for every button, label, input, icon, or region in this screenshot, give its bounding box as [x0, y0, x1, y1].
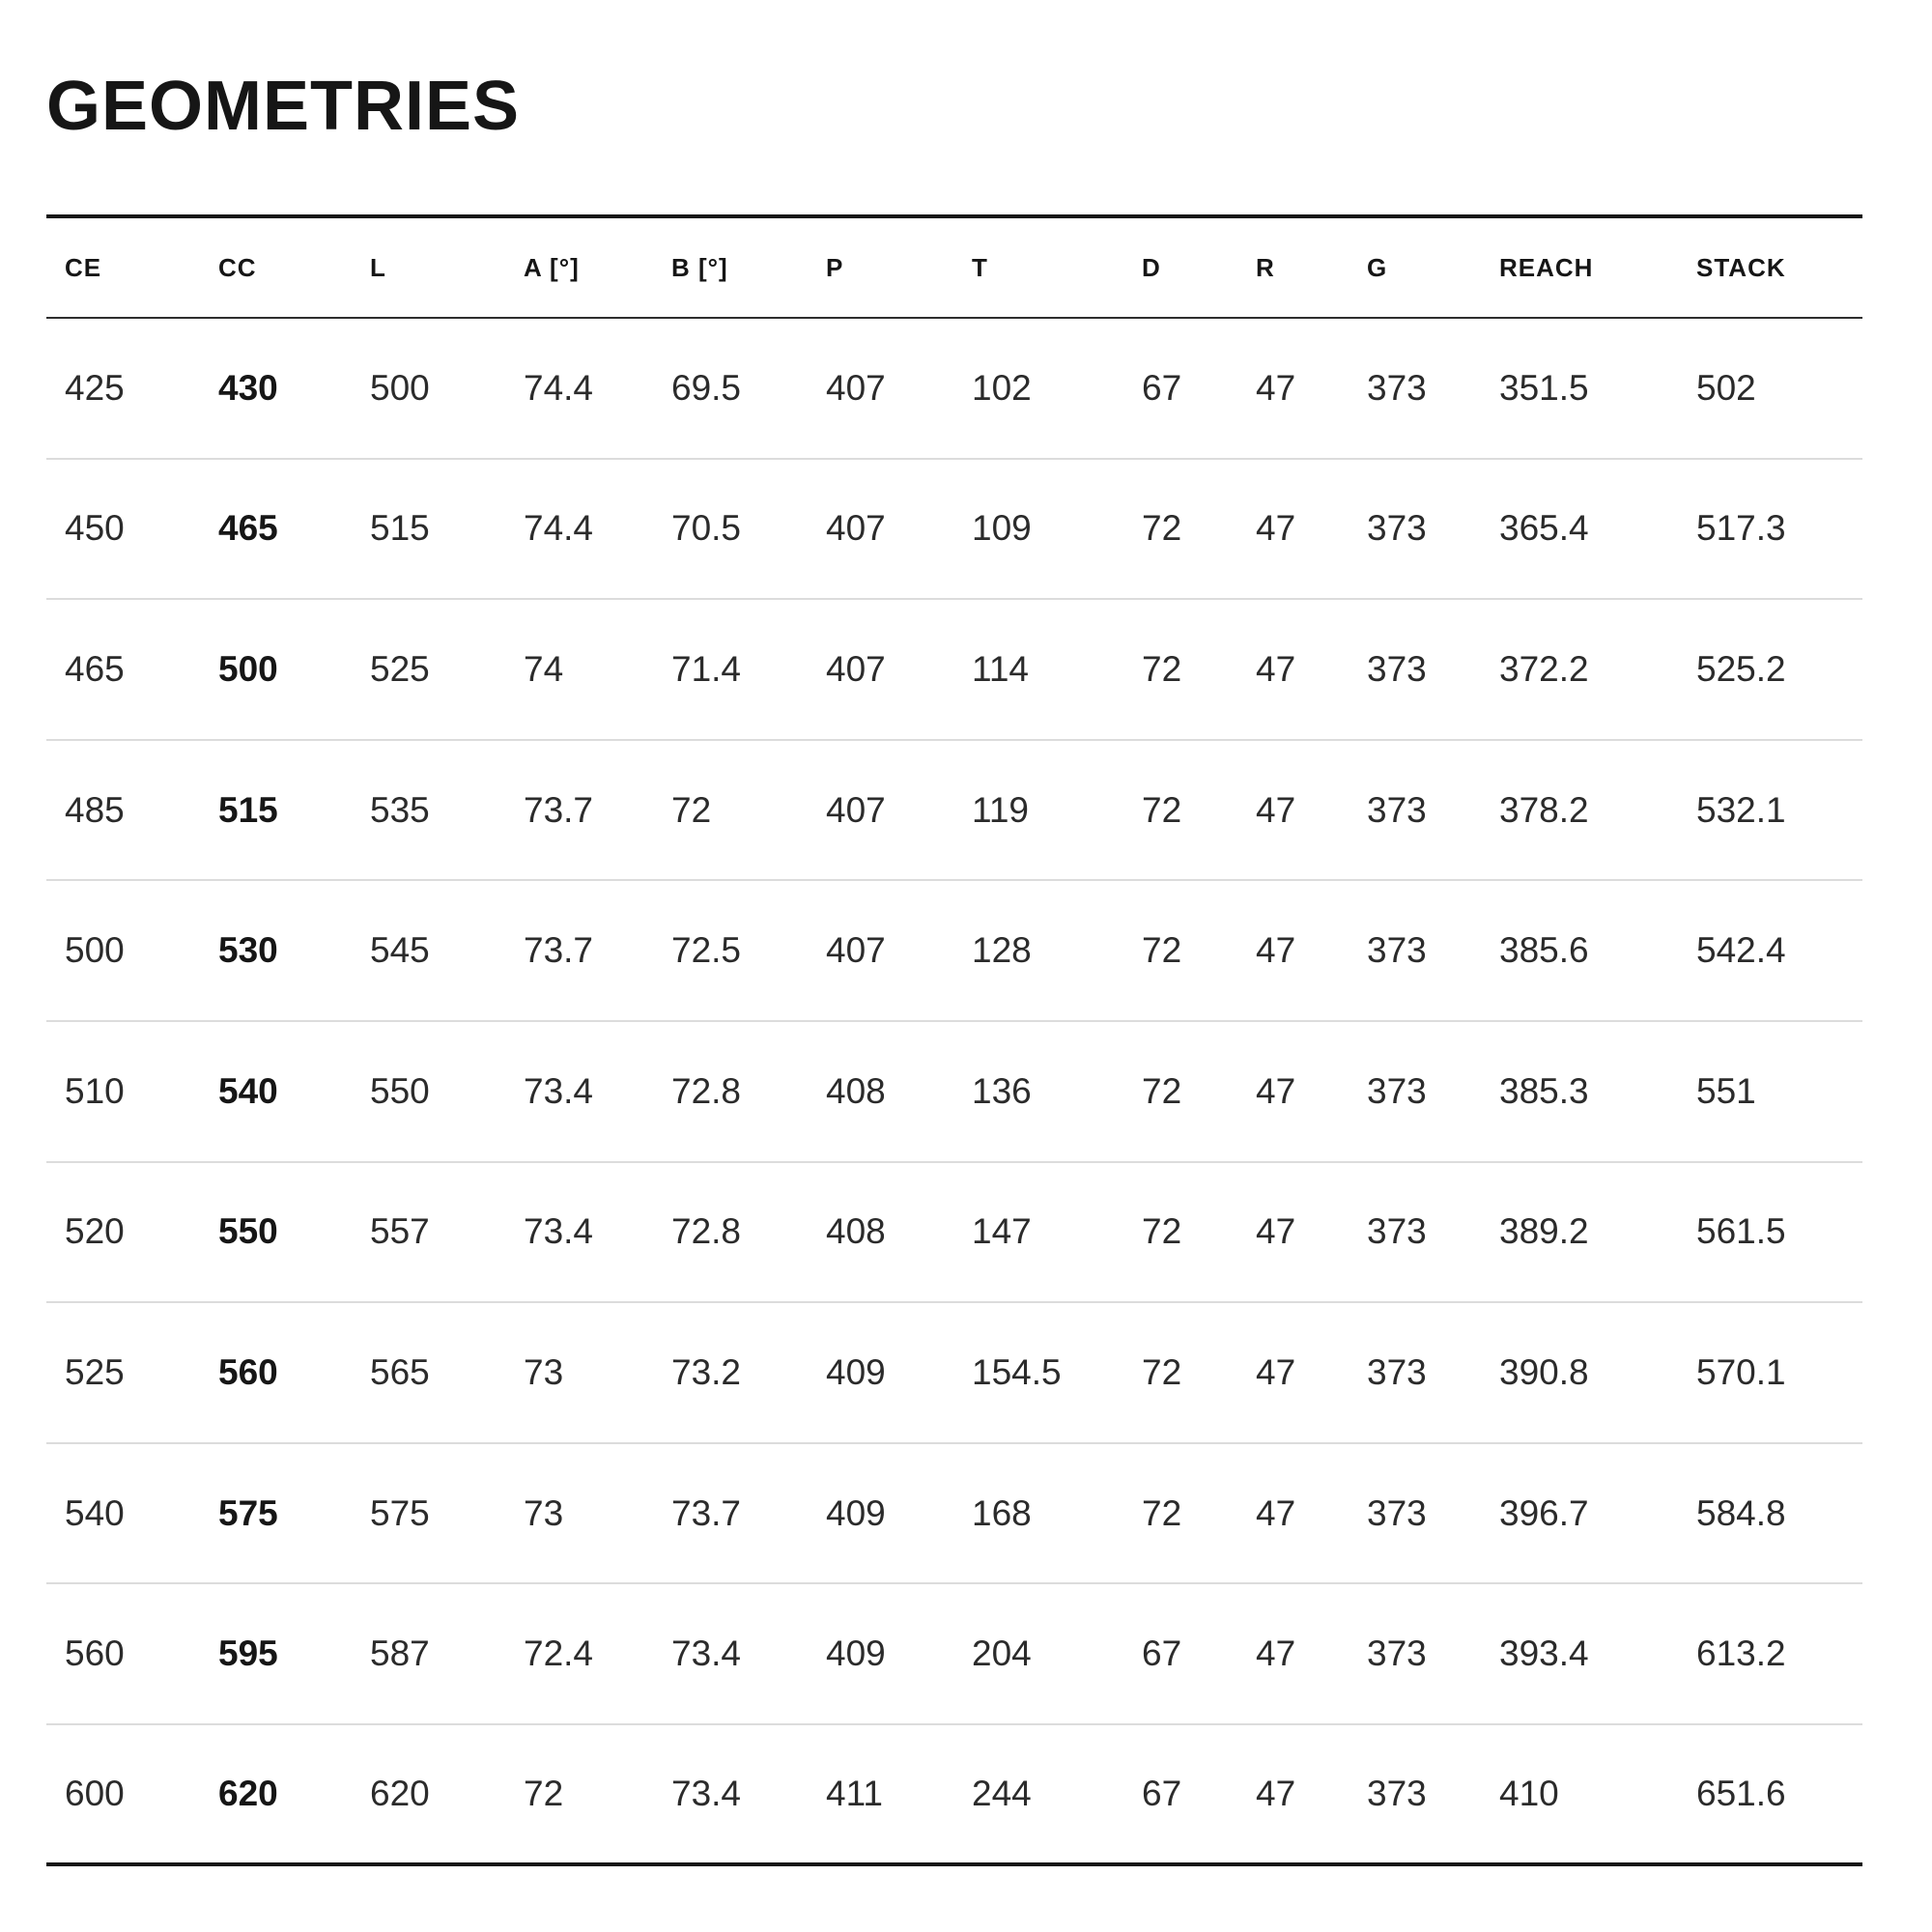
- table-cell: 465: [65, 648, 125, 689]
- table-cell: 450: [65, 508, 125, 549]
- table-row: [46, 1725, 1862, 1866]
- table-cell: 168: [972, 1492, 1032, 1533]
- table-cell: 73.4: [524, 1070, 594, 1111]
- table-cell: 409: [826, 1634, 886, 1674]
- table-cell: 72.8: [671, 1070, 742, 1111]
- table-cell: 72: [1142, 789, 1182, 830]
- table-cell: 70.5: [671, 508, 742, 549]
- table-cell: 545: [370, 930, 430, 971]
- table-cell: 520: [65, 1211, 125, 1252]
- table-cell: 373: [1367, 367, 1427, 408]
- table-cell: 550: [370, 1070, 430, 1111]
- table-cell: 393.4: [1499, 1634, 1589, 1674]
- table-cell: 373: [1367, 508, 1427, 549]
- table-cell: 72.4: [524, 1634, 594, 1674]
- table-cell: 396.7: [1499, 1492, 1589, 1533]
- table-cell: 72: [1142, 930, 1182, 971]
- table-cell: 409: [826, 1351, 886, 1392]
- table-cell: 73.7: [524, 789, 594, 830]
- table-cell: 154.5: [972, 1351, 1062, 1392]
- column-header-b: B [°]: [671, 252, 728, 282]
- table-row: [46, 460, 1862, 601]
- table-cell: 409: [826, 1492, 886, 1533]
- table-cell: 73.4: [524, 1211, 594, 1252]
- table-cell: 47: [1256, 1634, 1296, 1674]
- table-cell: 47: [1256, 367, 1296, 408]
- table-cell: 540: [218, 1070, 278, 1111]
- table-cell: 72.8: [671, 1211, 742, 1252]
- table-cell: 73.4: [671, 1634, 742, 1674]
- table-cell: 119: [972, 789, 1029, 830]
- table-cell: 73.7: [524, 930, 594, 971]
- table-cell: 407: [826, 508, 886, 549]
- table-cell: 373: [1367, 648, 1427, 689]
- table-body: [46, 319, 1862, 1866]
- table-cell: 67: [1142, 367, 1182, 408]
- table-cell: 73: [524, 1351, 564, 1392]
- table-row: [46, 319, 1862, 460]
- column-header-r: R: [1256, 252, 1275, 282]
- table-cell: 510: [65, 1070, 125, 1111]
- table-cell: 102: [972, 367, 1032, 408]
- table-cell: 408: [826, 1070, 886, 1111]
- table-cell: 114: [972, 648, 1029, 689]
- table-cell: 587: [370, 1634, 430, 1674]
- table-cell: 389.2: [1499, 1211, 1589, 1252]
- table-cell: 74.4: [524, 508, 594, 549]
- table-cell: 373: [1367, 1634, 1427, 1674]
- table-cell: 515: [218, 789, 278, 830]
- table-cell: 485: [65, 789, 125, 830]
- table-cell: 560: [218, 1351, 278, 1392]
- table-cell: 72: [1142, 648, 1182, 689]
- table-cell: 390.8: [1499, 1351, 1589, 1392]
- table-cell: 72: [671, 789, 712, 830]
- table-row: [46, 1022, 1862, 1163]
- table-cell: 385.3: [1499, 1070, 1589, 1111]
- table-cell: 47: [1256, 1211, 1296, 1252]
- table-cell: 378.2: [1499, 789, 1589, 830]
- table-cell: 410: [1499, 1773, 1559, 1813]
- column-header-d: D: [1142, 252, 1161, 282]
- column-header-cc: CC: [218, 252, 257, 282]
- table-cell: 430: [218, 367, 278, 408]
- table-cell: 542.4: [1696, 930, 1786, 971]
- column-header-g: G: [1367, 252, 1388, 282]
- column-header-ce: CE: [65, 252, 102, 282]
- table-cell: 373: [1367, 1211, 1427, 1252]
- table-cell: 204: [972, 1634, 1032, 1674]
- table-cell: 407: [826, 367, 886, 408]
- table-cell: 502: [1696, 367, 1756, 408]
- table-cell: 595: [218, 1634, 278, 1674]
- table-cell: 373: [1367, 1492, 1427, 1533]
- column-header-reach: REACH: [1499, 252, 1594, 282]
- table-cell: 411: [826, 1773, 883, 1813]
- table-cell: 74: [524, 648, 564, 689]
- table-cell: 47: [1256, 648, 1296, 689]
- table-cell: 557: [370, 1211, 430, 1252]
- table-cell: 532.1: [1696, 789, 1786, 830]
- table-cell: 500: [218, 648, 278, 689]
- table-cell: 500: [65, 930, 125, 971]
- table-cell: 584.8: [1696, 1492, 1786, 1533]
- table-cell: 515: [370, 508, 430, 549]
- table-cell: 550: [218, 1211, 278, 1252]
- table-cell: 365.4: [1499, 508, 1589, 549]
- column-header-t: T: [972, 252, 988, 282]
- table-cell: 73.2: [671, 1351, 742, 1392]
- table-cell: 244: [972, 1773, 1032, 1813]
- table-cell: 575: [370, 1492, 430, 1533]
- table-cell: 465: [218, 508, 278, 549]
- table-cell: 67: [1142, 1773, 1182, 1813]
- table-cell: 385.6: [1499, 930, 1589, 971]
- table-cell: 651.6: [1696, 1773, 1786, 1813]
- table-cell: 372.2: [1499, 648, 1589, 689]
- table-cell: 373: [1367, 789, 1427, 830]
- table-cell: 535: [370, 789, 430, 830]
- table-cell: 72: [1142, 1070, 1182, 1111]
- table-cell: 600: [65, 1773, 125, 1813]
- table-row: [46, 1584, 1862, 1725]
- table-row: [46, 1163, 1862, 1304]
- table-cell: 47: [1256, 1351, 1296, 1392]
- column-header-stack: STACK: [1696, 252, 1786, 282]
- table-cell: 425: [65, 367, 125, 408]
- table-row: [46, 881, 1862, 1022]
- table-cell: 525: [370, 648, 430, 689]
- table-cell: 47: [1256, 930, 1296, 971]
- table-cell: 560: [65, 1634, 125, 1674]
- column-header-p: P: [826, 252, 844, 282]
- page-title: GEOMETRIES: [46, 68, 521, 145]
- table-cell: 72: [1142, 1492, 1182, 1533]
- table-cell: 517.3: [1696, 508, 1786, 549]
- table-cell: 551: [1696, 1070, 1756, 1111]
- table-cell: 525: [65, 1351, 125, 1392]
- table-cell: 73: [524, 1492, 564, 1533]
- table-cell: 351.5: [1499, 367, 1589, 408]
- column-header-l: L: [370, 252, 386, 282]
- table-cell: 47: [1256, 1773, 1296, 1813]
- table-cell: 74.4: [524, 367, 594, 408]
- table-cell: 500: [370, 367, 430, 408]
- column-header-a: A [°]: [524, 252, 580, 282]
- geometry-table: [46, 214, 1862, 1866]
- table-row: [46, 1444, 1862, 1585]
- table-cell: 136: [972, 1070, 1032, 1111]
- table-row: [46, 600, 1862, 741]
- table-cell: 69.5: [671, 367, 742, 408]
- table-cell: 525.2: [1696, 648, 1786, 689]
- table-cell: 47: [1256, 1492, 1296, 1533]
- table-cell: 373: [1367, 1351, 1427, 1392]
- table-cell: 109: [972, 508, 1032, 549]
- table-cell: 128: [972, 930, 1032, 971]
- table-cell: 407: [826, 789, 886, 830]
- table-cell: 408: [826, 1211, 886, 1252]
- table-cell: 72: [1142, 1211, 1182, 1252]
- table-header-row: [46, 218, 1862, 319]
- table-row: [46, 1303, 1862, 1444]
- table-cell: 47: [1256, 789, 1296, 830]
- table-row: [46, 741, 1862, 882]
- table-cell: 67: [1142, 1634, 1182, 1674]
- table-cell: 71.4: [671, 648, 742, 689]
- table-cell: 147: [972, 1211, 1032, 1252]
- table-cell: 530: [218, 930, 278, 971]
- table-cell: 407: [826, 930, 886, 971]
- table-cell: 373: [1367, 1070, 1427, 1111]
- table-cell: 47: [1256, 508, 1296, 549]
- table-cell: 72: [1142, 1351, 1182, 1392]
- table-cell: 373: [1367, 1773, 1427, 1813]
- table-cell: 407: [826, 648, 886, 689]
- table-cell: 540: [65, 1492, 125, 1533]
- table-cell: 73.7: [671, 1492, 742, 1533]
- table-cell: 72.5: [671, 930, 742, 971]
- table-cell: 373: [1367, 930, 1427, 971]
- table-cell: 561.5: [1696, 1211, 1786, 1252]
- table-cell: 613.2: [1696, 1634, 1786, 1674]
- table-cell: 72: [1142, 508, 1182, 549]
- table-cell: 47: [1256, 1070, 1296, 1111]
- table-cell: 570.1: [1696, 1351, 1786, 1392]
- table-cell: 73.4: [671, 1773, 742, 1813]
- table-cell: 565: [370, 1351, 430, 1392]
- table-cell: 72: [524, 1773, 564, 1813]
- table-cell: 575: [218, 1492, 278, 1533]
- table-cell: 620: [370, 1773, 430, 1813]
- table-cell: 620: [218, 1773, 278, 1813]
